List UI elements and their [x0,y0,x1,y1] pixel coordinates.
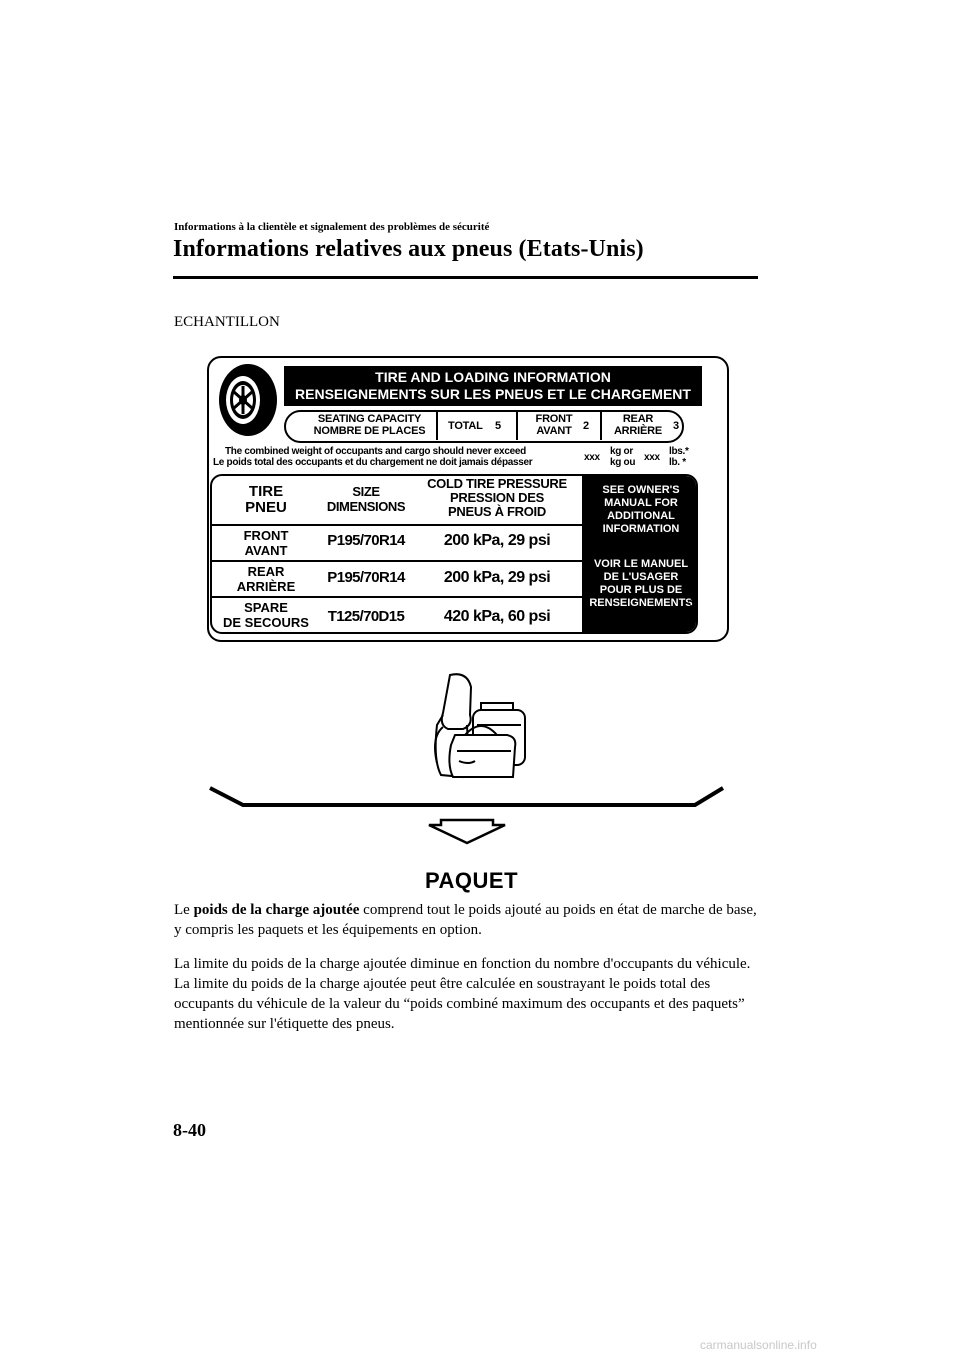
rear-seating-value: 3 [673,420,679,432]
weight-lb-value: xxx [644,452,660,463]
header-rule [173,276,758,279]
row-front-en: FRONT [243,528,289,543]
separator [436,410,438,440]
placard-heading-fr: RENSEIGNEMENTS SUR LES PNEUS ET LE CHARGEMENT [295,386,691,402]
rear-seating-label [606,413,670,437]
illustration-label: PAQUET [425,868,519,893]
kg-fr: kg ou [610,457,636,468]
col-size-header [320,484,412,514]
row-spare-fr: DE SECOURS [223,615,309,630]
rear-seating-fr: ARRIÈRE [613,425,663,437]
seating-label [302,413,437,437]
col-pressure-fr-2: PNEUS À FROID [448,504,546,519]
note-fr-line: DE L'USAGER [603,571,679,583]
row-spare-label [212,600,320,630]
note-en-line: SEE OWNER'S [602,484,680,496]
col-tire-en: TIRE [248,483,284,500]
seating-label-en: SEATING CAPACITY [317,413,422,425]
col-pressure-en: COLD TIRE PRESSURE [427,476,567,491]
paragraph-1-term: poids de la charge ajoutée [193,902,360,918]
front-seating-fr: AVANT [536,425,572,437]
table-divider [212,560,582,562]
weight-kg-value: xxx [584,452,600,463]
row-front-fr: AVANT [244,543,288,558]
kg-en: kg or [610,446,633,457]
table-divider [212,596,582,598]
note-en-line: ADDITIONAL [607,510,675,522]
row-front-pressure: 200 kPa, 29 psi [443,532,551,549]
section-subtitle: Informations à la clientèle et signalement des problèmes de sécurité [174,221,490,233]
col-tire-header [212,484,320,516]
col-pressure-fr-1: PRESSION DES [450,490,544,505]
lbs-en: lbs.* [669,446,689,457]
cargo-illustration [205,665,730,891]
row-front-size: P195/70R14 [327,532,405,549]
placard-code: (XXXX) [685,577,697,614]
lbs-fr: lb. * [669,457,686,468]
seating-label-fr: NOMBRE DE PLACES [313,425,426,437]
note-fr-line: RENSEIGNEMENTS [589,597,693,609]
separator [600,410,602,440]
front-seating-en: FRONT [535,413,573,425]
page-title: Informations relatives aux pneus (Etats-Unis) [173,236,644,262]
row-spare-pressure: 420 kPa, 60 psi [443,608,551,625]
row-spare-size: T125/70D15 [327,608,405,625]
placard-heading-en: TIRE AND LOADING INFORMATION [375,369,611,385]
paragraph-1-rest: comprend tout le poids ajouté au poids en état de marche de base, y compris les paquets et les équipements en option. [174,902,757,938]
total-value: 5 [495,420,501,432]
row-rear-pressure: 200 kPa, 29 psi [443,569,551,586]
placard-heading [284,366,702,406]
col-pressure-header [412,477,582,519]
note-fr-line: POUR PLUS DE [599,584,683,596]
row-rear-label [212,564,320,594]
separator [516,410,518,440]
sample-label: ECHANTILLON [174,314,280,330]
col-size-en: SIZE [352,484,380,499]
table-divider [212,524,582,526]
rear-seating-en: REAR [622,413,654,425]
row-front-label [212,528,320,558]
col-tire-fr: PNEU [245,499,287,516]
note-fr-line: VOIR LE MANUEL [593,558,689,570]
combined-weight-fr: Le poids total des occupants et du chargement ne doit jamais dépasser [213,457,533,468]
combined-weight-en: The combined weight of occupants and cargo should never exceed [225,446,526,457]
paragraph-2: La limite du poids de la charge ajoutée diminue en fonction du nombre d'occupants du véhicule. La limite du poids de la charge ajoutée peut être calculée en soustrayant le poids total des occupants du véhicule de la valeur du “poids combiné maximum des occupants et des paquets” mentionnée sur l'étiquette des pneus. [174,956,751,1032]
total-label: TOTAL [448,420,483,432]
watermark: carmanualsonline.info [700,1338,817,1352]
front-seating-value: 2 [583,420,589,432]
page-number: 8-40 [173,1120,206,1140]
note-en-line: INFORMATION [602,523,680,535]
row-rear-size: P195/70R14 [327,569,405,586]
tire-pressure-table [210,474,698,634]
paragraph-1 [174,900,764,940]
note-en-line: MANUAL FOR [604,497,678,509]
note-en [582,476,698,536]
row-rear-fr: ARRIÈRE [236,579,296,594]
paragraph-1-start: Le [174,902,194,918]
row-spare-en: SPARE [244,600,288,615]
front-seating-label [526,413,582,437]
col-size-fr: DIMENSIONS [326,499,406,514]
tire-icon [216,362,278,438]
row-rear-en: REAR [247,564,285,579]
